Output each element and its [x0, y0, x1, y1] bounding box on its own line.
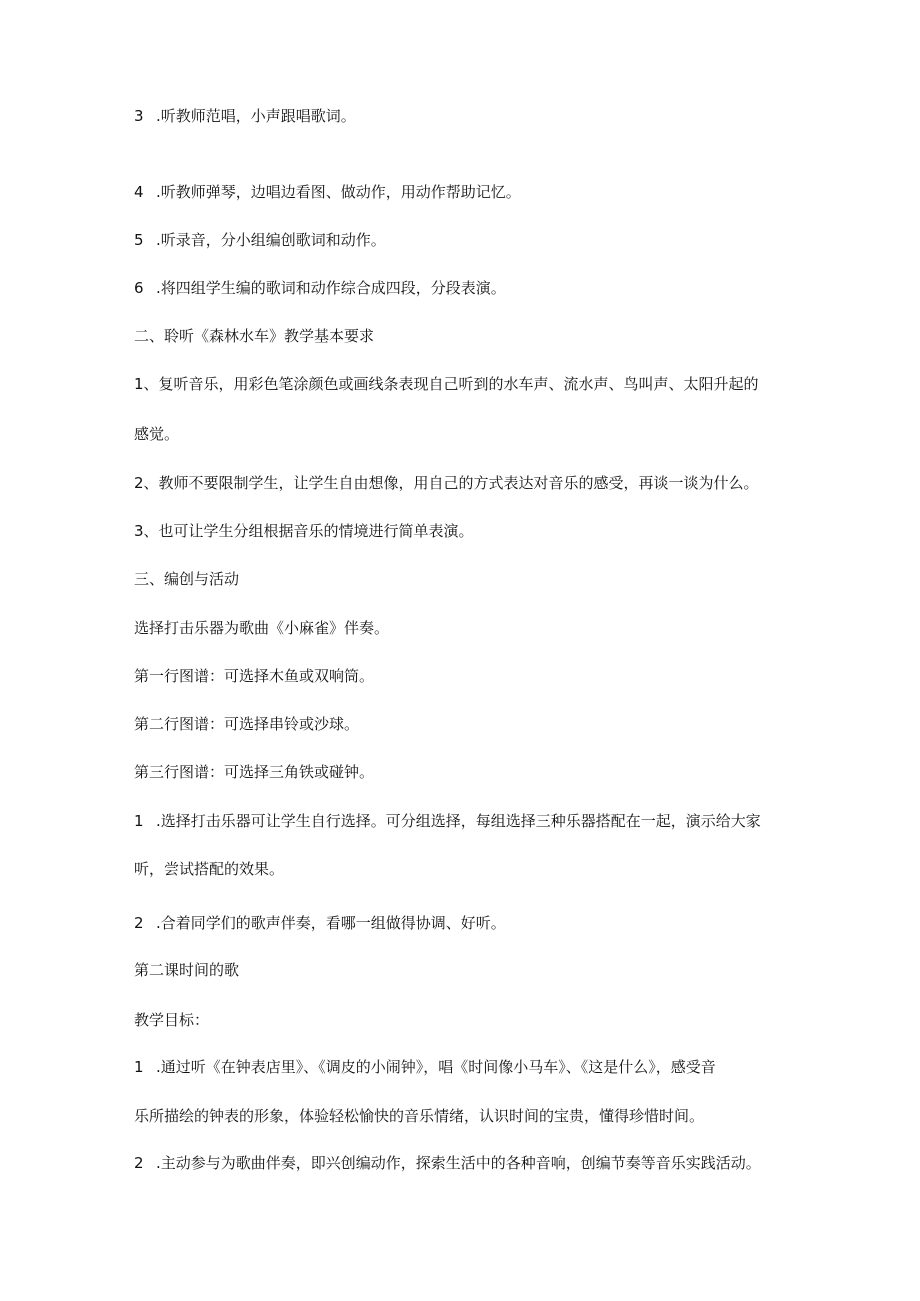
- activity-1-line: [134, 811, 761, 831]
- goal-number: 1: [134, 1058, 144, 1076]
- activity-2-line: [134, 913, 506, 933]
- requirement-3-line: 3、也可让学生分组根据音乐的情境进行简单表演。: [134, 522, 474, 540]
- section-heading-3: 三、编创与活动: [134, 570, 240, 588]
- item-number: 2: [134, 914, 144, 932]
- step-6-line: [134, 278, 506, 298]
- lesson-title: 第二课时间的歌: [134, 961, 240, 979]
- item-text: .合着同学们的歌声伴奏，看哪一组做得协调、好听。: [156, 914, 506, 932]
- step-text: .听教师范唱，小声跟唱歌词。: [156, 107, 356, 125]
- goal-1-line: [134, 1057, 716, 1077]
- goal-text: .主动参与为歌曲伴奏，即兴创编动作，探索生活中的各种音响，创编节奏等音乐实践活动。: [156, 1154, 761, 1172]
- step-text: .听录音，分小组编创歌词和动作。: [156, 231, 386, 249]
- step-number: 5: [134, 231, 144, 249]
- goals-heading: 教学目标：: [134, 1011, 210, 1029]
- goal-1-continued: 乐所描绘的钟表的形象，体验轻松愉快的音乐情绪，认识时间的宝贵，懂得珍惜时间。: [134, 1107, 705, 1125]
- step-text: .听教师弹琴，边唱边看图、做动作，用动作帮助记忆。: [156, 183, 521, 201]
- step-text: .将四组学生编的歌词和动作综合成四段，分段表演。: [156, 279, 506, 297]
- requirement-1-line: 1、复听音乐，用彩色笔涂颜色或画线条表现自己听到的水车声、流水声、鸟叫声、太阳升起的: [134, 375, 759, 393]
- step-number: 4: [134, 183, 144, 201]
- activity-1-continued: 听，尝试搭配的效果。: [134, 860, 285, 878]
- activity-intro: 选择打击乐器为歌曲《小麻雀》伴奏。: [134, 619, 390, 637]
- chart-row-1: 第一行图谱：可选择木鱼或双响筒。: [134, 667, 375, 685]
- requirement-1-continued: 感觉。: [134, 425, 180, 443]
- step-number: 6: [134, 279, 144, 297]
- step-number: 3: [134, 107, 144, 125]
- requirement-2-line: 2、教师不要限制学生，让学生自由想像，用自己的方式表达对音乐的感受，再谈一谈为什么。: [134, 474, 759, 492]
- chart-row-2: 第二行图谱：可选择串铃或沙球。: [134, 715, 360, 733]
- goal-2-line: [134, 1153, 761, 1173]
- chart-row-3: 第三行图谱：可选择三角铁或碰钟。: [134, 763, 375, 781]
- goal-number: 2: [134, 1154, 144, 1172]
- item-number: 1: [134, 812, 144, 830]
- item-text: .选择打击乐器可让学生自行选择。可分组选择，每组选择三种乐器搭配在一起，演示给大家: [156, 812, 761, 830]
- step-5-line: [134, 230, 386, 250]
- section-heading-2: 二、聆听《森林水车》教学基本要求: [134, 327, 375, 345]
- goal-text: .通过听《在钟表店里》、《调皮的小闹钟》，唱《时间像小马车》、《这是什么》，感受音: [156, 1058, 716, 1076]
- step-3-line: [134, 106, 356, 126]
- step-4-line: [134, 182, 521, 202]
